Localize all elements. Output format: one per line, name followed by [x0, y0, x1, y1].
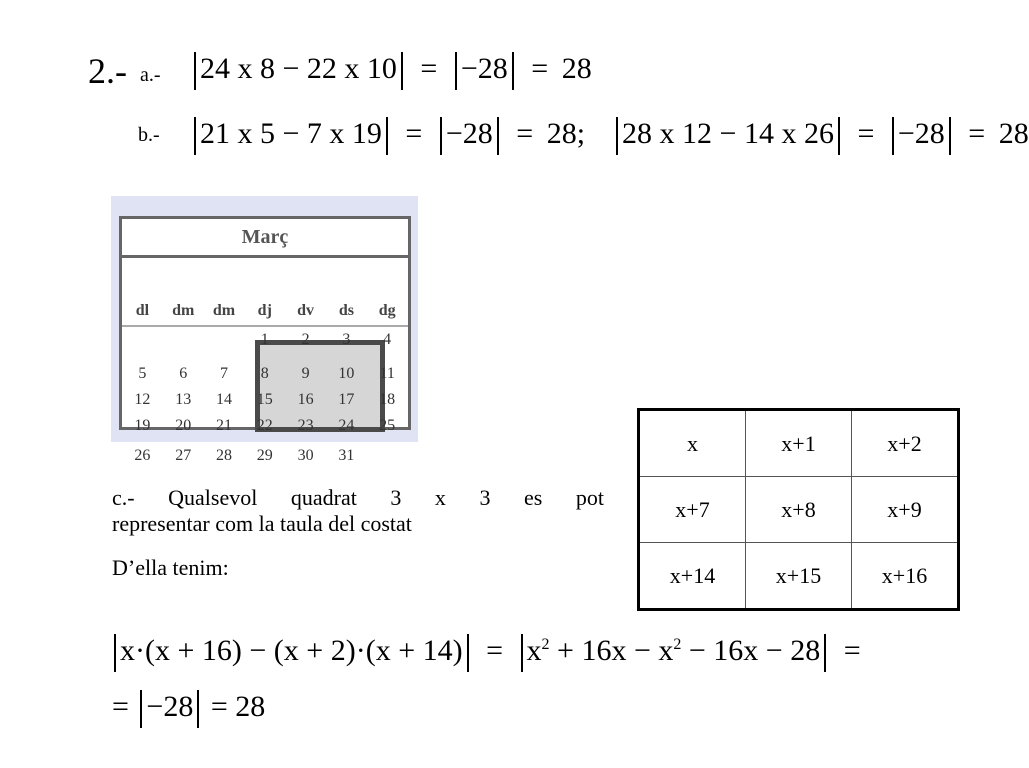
table-cell: x+15	[746, 543, 852, 610]
eq-c-expr: x·(x + 16) − (x + 2)·(x + 14)	[120, 634, 463, 667]
calendar-day: 12	[134, 391, 151, 408]
calendar-day-header: dm	[172, 302, 195, 319]
calendar-week-row	[122, 361, 408, 387]
calendar-frame	[119, 216, 411, 464]
calendar-day: 2	[301, 331, 310, 348]
calendar-day-header: dm	[212, 302, 236, 319]
calendar-title: Març	[122, 219, 408, 258]
equals-sign: =	[405, 116, 423, 150]
calendar-day-header: dg	[378, 302, 396, 319]
table-cell: x+16	[852, 543, 959, 610]
calendar-day: 19	[134, 417, 151, 434]
equals-sign-tail: =	[843, 634, 861, 667]
table-cell: x+9	[852, 477, 959, 543]
calendar-day: 20	[175, 417, 192, 434]
eq-c-expanded-b: + 16x − x	[549, 634, 674, 667]
exponent: 2	[541, 636, 550, 653]
eq-c2-mid: −28	[146, 690, 194, 723]
eq-b1-inner: 21 x 5 − 7 x 19	[200, 116, 382, 150]
table-row	[639, 410, 959, 477]
calendar-day: 30	[297, 447, 314, 464]
abs-bar	[140, 690, 142, 728]
paragraph-c-line2: representar com la taula del costat	[112, 511, 412, 536]
eq-c2-result: = 28	[210, 690, 266, 723]
abs-bar	[512, 52, 514, 90]
abs-bar	[824, 634, 826, 672]
equation-a	[190, 52, 592, 90]
equals-sign: =	[968, 116, 986, 150]
calendar-day: 31	[338, 447, 355, 464]
calendar-week-row	[122, 327, 408, 353]
label-b: b.-	[138, 124, 160, 146]
table-cell: x+2	[852, 410, 959, 477]
calendar-day: 21	[215, 417, 232, 434]
calendar-image	[111, 196, 418, 464]
calendar-day: 26	[134, 447, 151, 464]
calendar-day: 27	[175, 447, 192, 464]
eq-c-expanded-a: x	[526, 634, 542, 667]
calendar-day: 16	[297, 391, 314, 408]
calendar-day: 24	[338, 417, 355, 434]
paragraph-della: D’ella tenim:	[112, 555, 229, 580]
eq-b1-mid: −28	[445, 116, 493, 150]
calendar-day: 11	[379, 365, 395, 382]
calendar-day: 28	[215, 447, 232, 464]
calendar-day: 22	[256, 417, 273, 434]
eq-a-result: 28	[561, 51, 592, 85]
variable-table	[637, 408, 960, 611]
calendar-day: 9	[301, 365, 310, 382]
abs-bar	[401, 52, 403, 90]
equation-c-line2	[112, 690, 265, 728]
calendar-day: 29	[256, 447, 273, 464]
calendar-grid	[122, 297, 408, 469]
eq-a-mid: −28	[460, 51, 508, 85]
abs-bar	[838, 117, 840, 155]
table-cell: x+7	[639, 477, 746, 543]
calendar-day: 17	[338, 391, 355, 408]
table-row	[639, 477, 959, 543]
abs-bar	[892, 117, 894, 155]
calendar-day-header: ds	[338, 302, 354, 319]
calendar-day: 23	[297, 417, 314, 434]
table-row	[639, 543, 959, 610]
abs-bar	[467, 634, 469, 672]
exponent: 2	[673, 636, 682, 653]
equation-b	[190, 117, 1029, 155]
abs-bar	[114, 634, 116, 672]
calendar-week-row	[122, 443, 408, 469]
calendar-day-header: dj	[257, 302, 272, 319]
eq-b2-inner: 28 x 12 − 14 x 26	[622, 116, 834, 150]
calendar-day: 10	[338, 365, 355, 382]
abs-bar	[194, 52, 196, 90]
eq-a-inner: 24 x 8 − 22 x 10	[200, 51, 397, 85]
calendar-week-row	[122, 387, 408, 413]
abs-bar	[194, 117, 196, 155]
calendar-header-row	[122, 297, 408, 327]
calendar-day: 14	[215, 391, 232, 408]
calendar-day: 15	[256, 391, 273, 408]
calendar-day: 1	[260, 331, 269, 348]
equals-sign: =	[420, 51, 438, 85]
eq-c2-lead: =	[112, 690, 129, 723]
abs-bar	[386, 117, 388, 155]
calendar-day: 6	[179, 365, 188, 382]
calendar-week-row	[122, 413, 408, 439]
calendar-day: 4	[383, 331, 392, 348]
abs-bar	[497, 117, 499, 155]
calendar-day: 3	[342, 331, 351, 348]
table-cell: x+1	[746, 410, 852, 477]
calendar-day: 25	[379, 417, 396, 434]
calendar-day: 18	[379, 391, 396, 408]
calendar-day-header: dv	[297, 302, 315, 319]
abs-bar	[949, 117, 951, 155]
equals-sign: =	[486, 634, 504, 667]
abs-bar	[521, 634, 523, 672]
abs-bar	[616, 117, 618, 155]
calendar-day: 8	[260, 365, 269, 382]
equation-c-line1	[110, 634, 867, 672]
equals-sign: =	[857, 116, 875, 150]
eq-b1-result: 28;	[546, 116, 586, 150]
eq-b2-result: 28	[998, 116, 1029, 150]
calendar-day: 13	[175, 391, 192, 408]
abs-bar	[440, 117, 442, 155]
equals-sign: =	[531, 51, 549, 85]
abs-bar	[455, 52, 457, 90]
equals-sign: =	[516, 116, 534, 150]
table-cell: x	[639, 410, 746, 477]
table-cell: x+8	[746, 477, 852, 543]
calendar-day-header: dl	[135, 302, 150, 319]
eq-b2-mid: −28	[897, 116, 945, 150]
calendar-day: 5	[138, 365, 147, 382]
table-cell: x+14	[639, 543, 746, 610]
paragraph-c-line1: c.- Qualsevol quadrat 3 x 3 es pot	[112, 485, 604, 510]
calendar-day: 7	[219, 365, 228, 382]
abs-bar	[197, 690, 199, 728]
label-a: a.-	[140, 64, 161, 86]
section-number: 2.-	[88, 51, 127, 91]
eq-c-expanded-c: − 16x − 28	[681, 634, 821, 667]
